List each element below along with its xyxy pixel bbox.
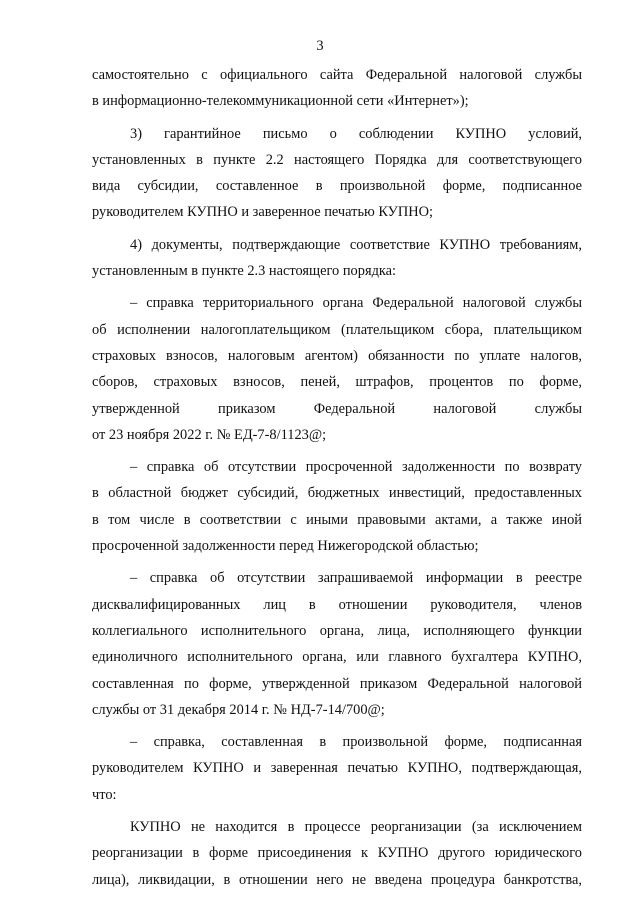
text-line: – справка территориального органа Федеральной налоговой службы <box>130 295 582 312</box>
paragraph-item-3 <box>92 121 582 226</box>
paragraph-tax-certificate <box>92 290 582 448</box>
text-line: в областной бюджет субсидий, бюджетных инвестиций, предоставленных <box>92 485 582 502</box>
text-line: реорганизации в форме присоединения к КУПНО другого юридического <box>92 845 582 862</box>
text-line: в информационно-телекоммуникационной сети «Интернет»); <box>92 93 469 110</box>
paragraph-continuation <box>92 62 582 115</box>
text-line: – справка, составленная в произвольной форме, подписанная <box>130 734 582 751</box>
text-line: что: <box>92 786 117 803</box>
page-number: 3 <box>316 38 324 54</box>
text-line: в том числе в соответствии с иными правовыми актами, а также иной <box>92 511 582 528</box>
text-line: от 23 ноября 2022 г. № ЕД-7-8/1123@; <box>92 426 327 443</box>
text-line: вида субсидии, составленное в произвольной форме, подписанное <box>92 178 582 195</box>
text-line: лица), ликвидации, в отношении него не введена процедура банкротства, <box>92 871 582 888</box>
text-line: службы от 31 декабря 2014 г. № НД-7-14/700@; <box>92 701 385 718</box>
paragraph-reorganization <box>92 814 582 893</box>
text-line: утвержденной приказом Федеральной налоговой службы <box>92 400 582 417</box>
text-line: составленная по форме, утвержденной приказом Федеральной налоговой <box>92 675 582 692</box>
text-line: руководителем КУПНО и заверенная печатью КУПНО, подтверждающая, <box>92 760 582 777</box>
text-line: коллегиального исполнительного органа, лица, исполняющего функции <box>92 622 582 639</box>
text-line: КУПНО не находится в процессе реорганизации (за исключением <box>130 819 582 836</box>
text-line: – справка об отсутствии просроченной задолженности по возврату <box>130 459 582 476</box>
document-body <box>92 62 582 893</box>
text-line: единоличного исполнительного органа, или главного бухгалтера КУПНО, <box>92 649 582 666</box>
paragraph-item-4 <box>92 232 582 285</box>
text-line: установленным в пункте 2.3 настоящего порядка: <box>92 263 397 280</box>
text-line: дисквалифицированных лиц в отношении руководителя, членов <box>92 596 582 613</box>
text-line: самостоятельно с официального сайта Федеральной налоговой службы <box>92 67 582 83</box>
paragraph-free-form-certificate <box>92 729 582 808</box>
text-line: руководителем КУПНО и заверенное печатью КУПНО; <box>92 204 434 221</box>
paragraph-registry-certificate <box>92 565 582 723</box>
text-line: об исполнении налогоплательщиком (плательщиком сбора, плательщиком <box>92 321 582 338</box>
text-line: установленных в пункте 2.2 настоящего Порядка для соответствующего <box>92 151 582 168</box>
text-line: 4) документы, подтверждающие соответствие КУПНО требованиям, <box>130 236 582 253</box>
text-line: – справка об отсутствии запрашиваемой информации в реестре <box>130 570 582 587</box>
text-line: просроченной задолженности перед Нижегородской областью; <box>92 538 479 555</box>
text-line: сборов, страховых взносов, пеней, штрафов, процентов по форме, <box>92 374 582 391</box>
paragraph-debt-certificate <box>92 454 582 559</box>
text-line: 3) гарантийное письмо о соблюдении КУПНО условий, <box>130 125 582 142</box>
text-line: страховых взносов, налоговым агентом) обязанности по уплате налогов, <box>92 347 582 364</box>
